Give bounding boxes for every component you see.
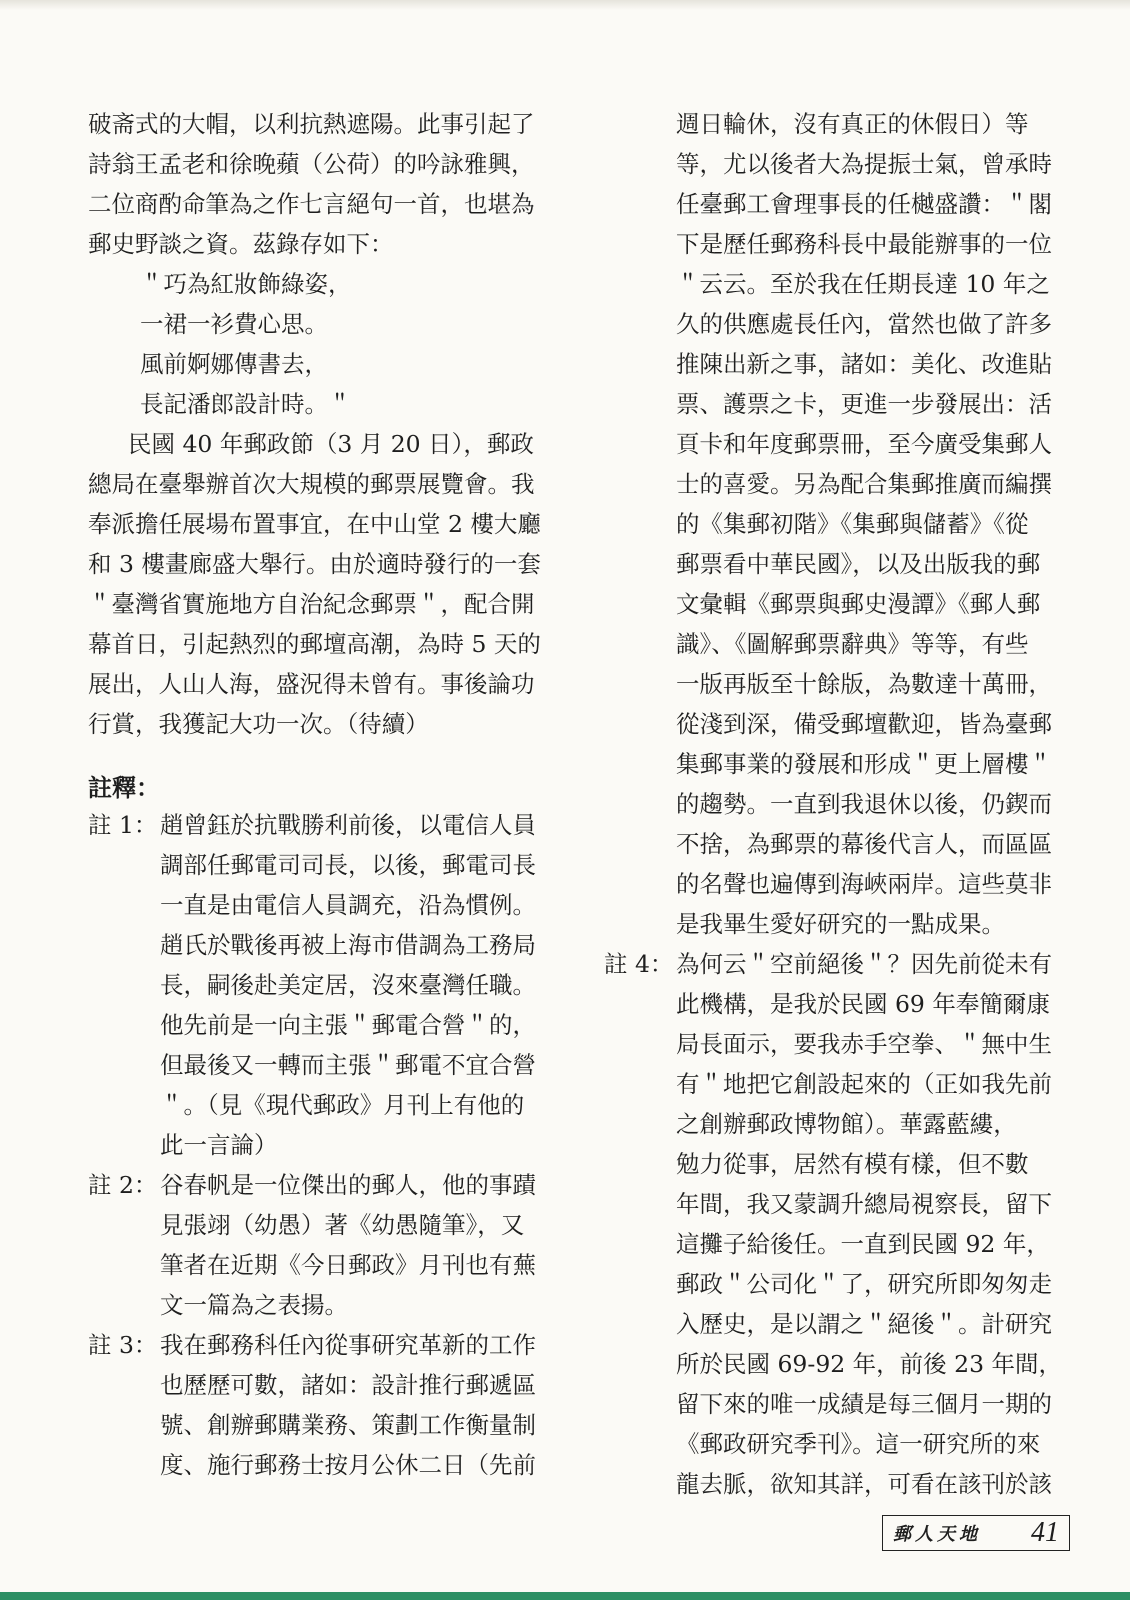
note-line: 週日輪休，沒有真正的休假日）等 (676, 110, 1029, 138)
note-text: 谷春帆是一位傑出的郵人，他的事蹟 (160, 1171, 536, 1199)
note-tag: 註 4： (604, 950, 674, 978)
note-line: 任臺郵工會理事長的任樾盛讚：＂閣 (676, 190, 1052, 218)
note-text: 為何云＂空前絕後＂？因先前從未有 (676, 950, 1052, 978)
note-3 (88, 1325, 550, 1485)
note-text: 趙曾鈺於抗戰勝利前後，以電信人員 (160, 811, 536, 839)
note-line: 年間，我又蒙調升總局視察長，留下 (676, 1190, 1052, 1218)
note-4 (604, 944, 1074, 1504)
note-first-line (604, 944, 1074, 984)
note-line: 也歷歷可數，諸如：設計推行郵遞區 (160, 1371, 536, 1399)
text-line: ＂臺灣省實施地方自治紀念郵票＂，配合開 (88, 590, 535, 618)
note-first-line (88, 805, 550, 845)
poem-line: 長記潘郎設計時。＂ (140, 390, 352, 418)
note-text: 我在郵務科任內從事研究革新的工作 (160, 1331, 536, 1359)
note-line: 士的喜愛。另為配合集郵推廣而編撰 (676, 470, 1052, 498)
text-line: 詩翁王孟老和徐晚蘋（公荷）的吟詠雅興， (88, 150, 535, 178)
magazine-title: 郵人天地 (893, 1524, 981, 1545)
note-line: 等，尤以後者大為提振士氣，曾承時 (676, 150, 1052, 178)
text-line: 和 3 樓畫廊盛大舉行。由於適時發行的一套 (88, 550, 541, 578)
note-line: 頁卡和年度郵票冊，至今廣受集郵人 (676, 430, 1052, 458)
text-line: 展出，人山人海，盛況得未曾有。事後論功 (88, 670, 535, 698)
note-line: 的名聲也遍傳到海峽兩岸。這些莫非 (676, 870, 1052, 898)
note-line: 勉力從事，居然有模有樣，但不數 (676, 1150, 1029, 1178)
poem-line: 一裙一衫費心思。 (140, 310, 328, 338)
note-tag: 註 2： (88, 1171, 158, 1199)
note-line: 局長面示，要我赤手空拳、＂無中生 (676, 1030, 1052, 1058)
note-first-line (88, 1165, 550, 1205)
note-line: 龍去脈，欲知其詳，可看在該刊於該 (676, 1470, 1052, 1498)
note-line: 是我畢生愛好研究的一點成果。 (676, 910, 1005, 938)
note-1 (88, 805, 550, 1165)
text-line: 郵史野談之資。茲錄存如下： (88, 230, 394, 258)
note-2 (88, 1165, 550, 1325)
page-edge (0, 0, 1130, 10)
left-column (88, 104, 550, 1485)
notes-heading: 註釋： (88, 774, 160, 802)
note-line: 留下來的唯一成績是每三個月一期的 (676, 1390, 1052, 1418)
note-line: 長，嗣後赴美定居，沒來臺灣任職。 (160, 971, 536, 999)
note-line: 從淺到深，備受郵壇歡迎，皆為臺郵 (676, 710, 1052, 738)
note-line: 《郵政研究季刊》。這一研究所的來 (676, 1430, 1041, 1458)
note-3-continued (604, 104, 1074, 944)
note-line: 號、創辦郵購業務、策劃工作衡量制 (160, 1411, 536, 1439)
note-line: 此一言論） (160, 1131, 278, 1159)
note-line: 久的供應處長任內，當然也做了許多 (676, 310, 1052, 338)
note-line: 文彙輯《郵票與郵史漫譚》《郵人郵 (676, 590, 1041, 618)
text-line: 總局在臺舉辦首次大規模的郵票展覽會。我 (88, 470, 535, 498)
note-line: 調部任郵電司司長，以後，郵電司長 (160, 851, 536, 879)
poem-line: ＂巧為紅妝飾綠姿， (140, 270, 352, 298)
note-line: ＂。（見《現代郵政》月刊上有他的 (160, 1091, 525, 1119)
note-line: 入歷史，是以謂之＂絕後＂。計研究 (676, 1310, 1052, 1338)
right-column (604, 104, 1074, 1504)
note-line: 所於民國 69-92 年，前後 23 年間， (676, 1350, 1063, 1378)
note-line: 的趨勢。一直到我退休以後，仍鍥而 (676, 790, 1052, 818)
note-line: 郵票看中華民國》，以及出版我的郵 (676, 550, 1041, 578)
note-line: 推陳出新之事，諸如：美化、改進貼 (676, 350, 1052, 378)
note-line: 不捨，為郵票的幕後代言人，而區區 (676, 830, 1052, 858)
note-line: 有＂地把它創設起來的（正如我先前 (676, 1070, 1052, 1098)
bottom-edge (0, 1592, 1130, 1600)
note-first-line (88, 1325, 550, 1365)
note-tag: 註 3： (88, 1331, 158, 1359)
note-tag: 註 1： (88, 811, 158, 839)
note-line: 但最後又一轉而主張＂郵電不宜合營 (160, 1051, 536, 1079)
note-line: ＂云云。至於我在任期長達 10 年之 (676, 270, 1050, 298)
poem (88, 264, 550, 424)
page-footer (882, 1515, 1070, 1551)
page-number: 41 (1031, 1517, 1059, 1548)
text-line: 破斋式的大帽，以利抗熱遮陽。此事引起了 (88, 110, 535, 138)
note-line: 這攤子給後任。一直到民國 92 年， (676, 1230, 1050, 1258)
note-line: 票、護票之卡，更進一步發展出：活 (676, 390, 1052, 418)
poem-line: 風前婀娜傳書去， (140, 350, 328, 378)
note-line: 下是歷任郵務科長中最能辦事的一位 (676, 230, 1052, 258)
note-line: 一版再版至十餘版，為數達十萬冊， (676, 670, 1052, 698)
note-line: 度、施行郵務士按月公休二日（先前 (160, 1451, 536, 1479)
note-line: 識》、《圖解郵票辭典》等等，有些 (676, 630, 1029, 658)
note-line: 筆者在近期《今日郵政》月刊也有蕪 (160, 1251, 536, 1279)
note-line: 他先前是一向主張＂郵電合營＂的， (160, 1011, 536, 1039)
exhibition-paragraph (88, 424, 550, 744)
note-line: 文一篇為之表揚。 (160, 1291, 348, 1319)
note-line: 見張翊（幼愚）著《幼愚隨筆》，又 (160, 1211, 525, 1239)
note-line: 一直是由電信人員調充，沿為慣例。 (160, 891, 536, 919)
note-line: 集郵事業的發展和形成＂更上層樓＂ (676, 750, 1052, 778)
text-line: 二位商酌命筆為之作七言絕句一首，也堪為 (88, 190, 535, 218)
intro-paragraph (88, 104, 550, 264)
note-line: 此機構，是我於民國 69 年奉簡爾康 (676, 990, 1050, 1018)
note-line: 的《集郵初階》《集郵與儲蓄》《從 (676, 510, 1029, 538)
text-line: 民國 40 年郵政節（3 月 20 日），郵政 (128, 430, 534, 458)
note-line: 郵政＂公司化＂了，研究所即匆匆走 (676, 1270, 1052, 1298)
note-line: 趙氏於戰後再被上海市借調為工務局 (160, 931, 536, 959)
text-line: 奉派擔任展場布置事宜，在中山堂 2 樓大廳 (88, 510, 541, 538)
note-line: 之創辦郵政博物館）。華露藍縷， (676, 1110, 1017, 1138)
text-line: 行賞，我獲記大功一次。（待續） (88, 710, 429, 738)
text-line: 幕首日，引起熱烈的郵壇高潮，為時 5 天的 (88, 630, 541, 658)
